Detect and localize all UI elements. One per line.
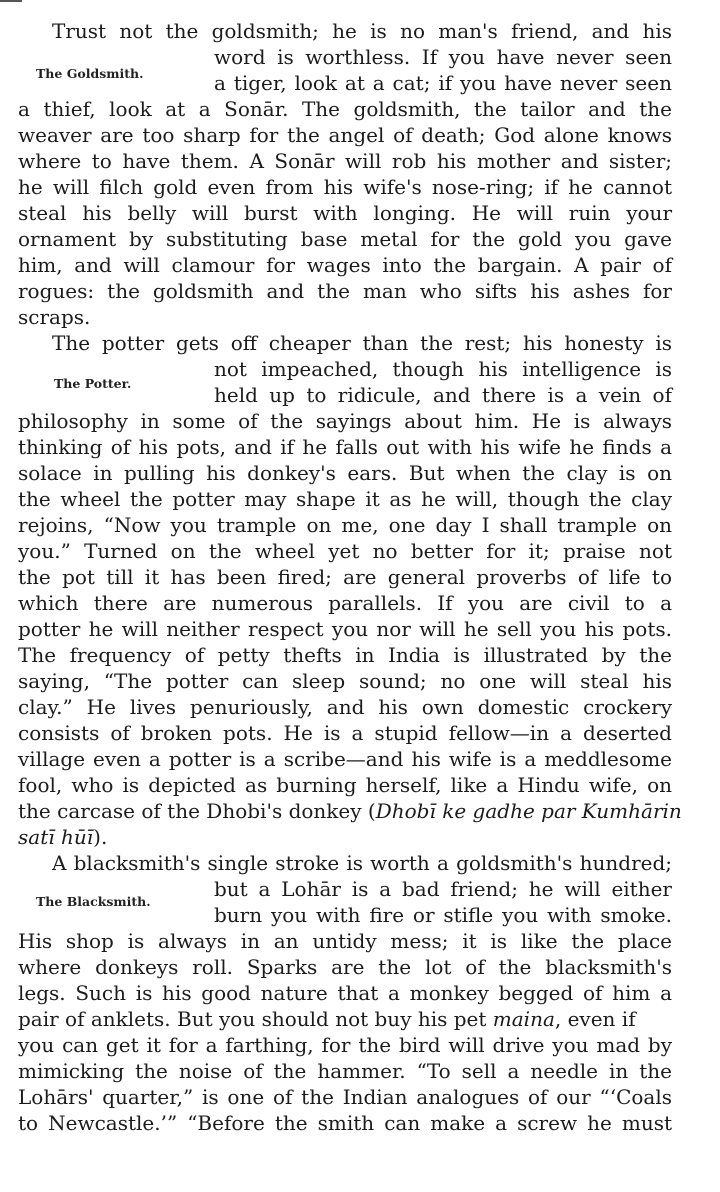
text-line: His shop is always in an untidy mess; it is like the place — [18, 929, 672, 953]
text-line: ornament by substituting base metal for the gold you gave — [18, 227, 672, 251]
text-line: mimicking the noise of the hammer. “To sell a needle in the — [18, 1059, 672, 1083]
text-line: weaver are too sharp for the angel of death; God alone knows — [18, 123, 672, 147]
text-run: , even if — [554, 1007, 636, 1031]
sidenote-blacksmith: The Blacksmith. — [36, 894, 151, 909]
text-line: potter he will neither respect you nor will he sell you his pots. — [18, 617, 672, 641]
text-line: he will filch gold even from his wife's nose-ring; if he cannot — [18, 175, 672, 199]
text-line: thinking of his pots, and if he falls out with his wife he finds a — [18, 435, 672, 459]
text-run: the carcase of the Dhobi's donkey ( — [18, 799, 376, 823]
sidenote-potter: The Potter. — [54, 376, 132, 391]
text-line: rejoins, “Now you trample on me, one day I shall trample on — [18, 513, 672, 537]
text-line: legs. Such is his good nature that a monkey begged of him a — [18, 981, 672, 1005]
text-line: A blacksmith's single stroke is worth a goldsmith's hundred; — [52, 851, 672, 875]
italic-phrase: Dhobī ke gadhe par Kumhārin — [375, 799, 682, 823]
text-line: him, and will clamour for wages into the bargain. A pair of — [18, 253, 672, 277]
text-line: fool, who is depicted as burning herself, like a Hindu wife, on — [18, 773, 672, 797]
text-line: to Newcastle.’” “Before the smith can make a screw he must — [18, 1111, 672, 1135]
text-line: burn you with fire or stifle you with smoke. — [214, 903, 672, 927]
text-line: the pot till it has been fired; are general proverbs of life to — [18, 565, 672, 589]
text-run: ). — [93, 825, 108, 849]
text-line: held up to ridicule, and there is a vein of — [214, 383, 672, 407]
page-corner-mark — [0, 0, 22, 14]
text-line — [18, 825, 107, 849]
text-line: scraps. — [18, 305, 91, 329]
text-line: you.” Turned on the wheel yet no better for it; praise not — [18, 539, 672, 563]
italic-word: maina — [492, 1007, 555, 1031]
text-line: consists of broken pots. He is a stupid fellow—in a deserted — [18, 721, 672, 745]
text-line: steal his belly will burst with longing. He will ruin your — [18, 201, 672, 225]
text-line: philosophy in some of the sayings about him. He is always — [18, 409, 672, 433]
text-line: you can get it for a farthing, for the bird will drive you mad by — [18, 1033, 672, 1057]
text-line: not impeached, though his intelligence is — [214, 357, 672, 381]
text-line: which there are numerous parallels. If you are civil to a — [18, 591, 672, 615]
text-line: clay.” He lives penuriously, and his own domestic crockery — [18, 695, 672, 719]
text-line: word is worthless. If you have never seen — [214, 45, 672, 69]
text-line: Lohārs' quarter,” is one of the Indian analogues of our “‘Coals — [18, 1085, 672, 1109]
text-line: rogues: the goldsmith and the man who sifts his ashes for — [18, 279, 672, 303]
text-line: where donkeys roll. Sparks are the lot of the blacksmith's — [18, 955, 672, 979]
text-line: saying, “The potter can sleep sound; no one will steal his — [18, 669, 672, 693]
text-line: Trust not the goldsmith; he is no man's friend, and his — [52, 19, 672, 43]
text-line — [18, 799, 682, 823]
text-line — [18, 1007, 636, 1031]
text-line: the wheel the potter may shape it as he will, though the clay — [18, 487, 672, 511]
text-line: a tiger, look at a cat; if you have never seen — [214, 71, 672, 95]
text-line: where to have them. A Sonār will rob his mother and sister; — [18, 149, 672, 173]
text-line: The potter gets off cheaper than the rest; his honesty is — [52, 331, 672, 355]
text-run: pair of anklets. But you should not buy his pet — [18, 1007, 493, 1031]
text-line: solace in pulling his donkey's ears. But when the clay is on — [18, 461, 672, 485]
text-line: but a Lohār is a bad friend; he will either — [214, 877, 672, 901]
text-line: village even a potter is a scribe—and his wife is a meddlesome — [18, 747, 672, 771]
text-line: a thief, look at a Sonār. The goldsmith, the tailor and the — [18, 97, 672, 121]
text-line: The frequency of petty thefts in India is illustrated by the — [18, 643, 672, 667]
italic-phrase: satī hūī — [18, 825, 94, 849]
sidenote-goldsmith: The Goldsmith. — [36, 66, 144, 81]
